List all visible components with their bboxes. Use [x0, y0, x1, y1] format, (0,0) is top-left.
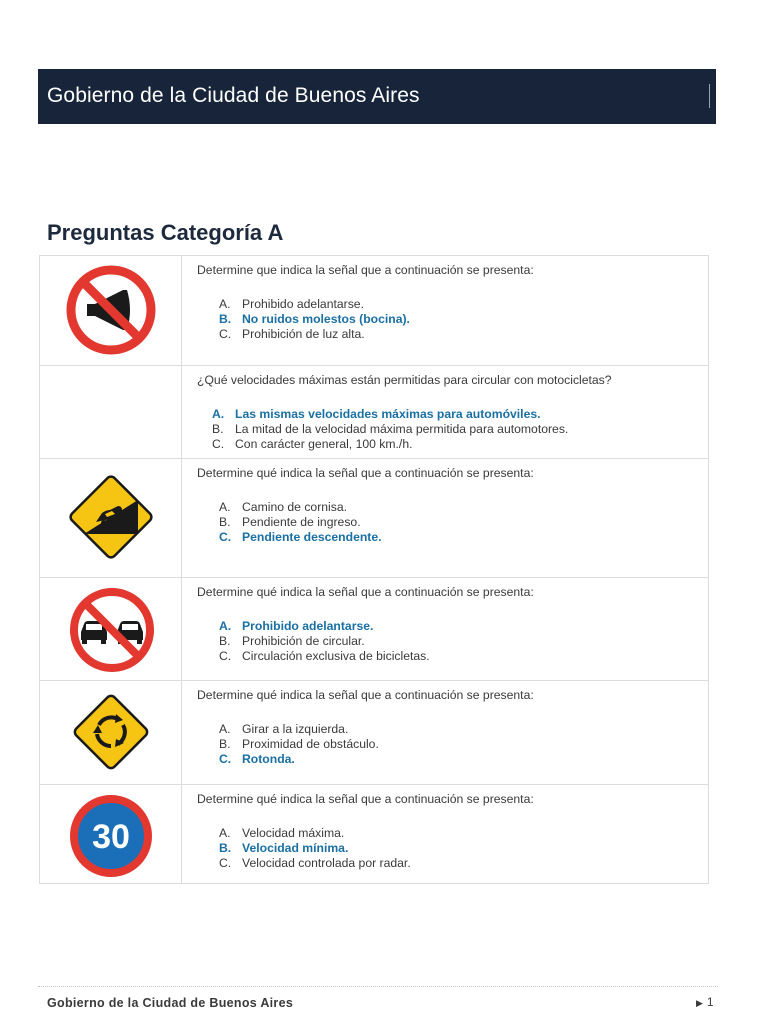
- option-letter: C.: [219, 327, 232, 341]
- no-overtaking-sign-icon: [68, 586, 156, 674]
- option-c: [219, 649, 708, 664]
- question-text: Determine que indica la señal que a continuación se presenta:: [197, 263, 534, 277]
- option-text: Las mismas velocidades máximas para automóviles.: [235, 407, 541, 421]
- question-row: [40, 365, 708, 458]
- options-list: [197, 826, 708, 871]
- option-c: [212, 437, 708, 452]
- option-text: Prohibición de circular.: [242, 634, 365, 648]
- questions-table: [39, 255, 709, 884]
- option-text: Proximidad de obstáculo.: [242, 737, 379, 751]
- question-text: Determine qué indica la señal que a continuación se presenta:: [197, 585, 534, 599]
- option-text: Velocidad controlada por radar.: [242, 856, 411, 870]
- option-letter: B.: [219, 737, 231, 751]
- option-letter: B.: [219, 515, 231, 529]
- option-letter: B.: [219, 634, 231, 648]
- option-letter: A.: [219, 297, 231, 311]
- question-cell: [182, 366, 708, 458]
- option-text: Velocidad mínima.: [242, 841, 349, 855]
- option-b-correct: [219, 841, 708, 856]
- question-cell: [182, 578, 708, 680]
- option-text: Prohibición de luz alta.: [242, 327, 365, 341]
- option-a-correct: [212, 407, 708, 422]
- option-text: Velocidad máxima.: [242, 826, 345, 840]
- question-cell: [182, 681, 708, 784]
- page-arrow-icon: ▶: [696, 998, 703, 1008]
- option-a: [219, 722, 708, 737]
- option-text: La mitad de la velocidad máxima permitida para automotores.: [235, 422, 569, 436]
- question-text: Determine qué indica la señal que a continuación se presenta:: [197, 466, 534, 480]
- option-b: [219, 634, 708, 649]
- roundabout-sign-icon: [66, 687, 156, 777]
- question-cell: [182, 785, 708, 883]
- question-row: [40, 458, 708, 577]
- option-c-correct: [219, 530, 708, 545]
- option-letter: A.: [219, 826, 231, 840]
- question-row: [40, 680, 708, 784]
- option-letter: A.: [212, 407, 225, 421]
- option-a-correct: [219, 619, 708, 634]
- options-list: [197, 500, 708, 545]
- option-b: [212, 422, 708, 437]
- question-cell: [182, 459, 708, 577]
- option-text: Prohibido adelantarse.: [242, 619, 374, 633]
- speed-30-sign-icon: [68, 793, 154, 879]
- speed-sign-number: 30: [92, 818, 130, 856]
- option-text: Girar a la izquierda.: [242, 722, 349, 736]
- page-header: [38, 69, 716, 122]
- option-letter: C.: [219, 856, 232, 870]
- question-row: [40, 577, 708, 680]
- option-letter: C.: [212, 437, 225, 451]
- option-letter: B.: [212, 422, 224, 436]
- steep-descent-sign-icon: [60, 466, 162, 568]
- option-a: [219, 297, 708, 312]
- option-a: [219, 500, 708, 515]
- sign-cell: [40, 366, 182, 458]
- option-text: Prohibido adelantarse.: [242, 297, 364, 311]
- option-letter: A.: [219, 722, 231, 736]
- sign-cell: [40, 578, 182, 680]
- options-list: [197, 407, 708, 452]
- option-text: Pendiente descendente.: [242, 530, 382, 544]
- option-letter: B.: [219, 841, 232, 855]
- option-text: Pendiente de ingreso.: [242, 515, 361, 529]
- header-underline: [38, 122, 716, 124]
- sign-cell: [40, 681, 182, 784]
- options-list: [197, 722, 708, 767]
- question-cell: [182, 256, 708, 365]
- question-text: Determine qué indica la señal que a continuación se presenta:: [197, 688, 534, 702]
- option-letter: C.: [219, 530, 232, 544]
- no-horn-sign-icon: [65, 264, 157, 356]
- option-text: Circulación exclusiva de bicicletas.: [242, 649, 430, 663]
- sign-cell: [40, 459, 182, 577]
- option-letter: B.: [219, 312, 232, 326]
- question-text: Determine qué indica la señal que a continuación se presenta:: [197, 792, 534, 806]
- options-list: [197, 297, 708, 342]
- option-letter: C.: [219, 649, 232, 663]
- option-c-correct: [219, 752, 708, 767]
- option-text: No ruidos molestos (bocina).: [242, 312, 410, 326]
- option-letter: A.: [219, 500, 231, 514]
- option-text: Con carácter general, 100 km./h.: [235, 437, 413, 451]
- options-list: [197, 619, 708, 664]
- footer-divider: [38, 986, 718, 987]
- option-b: [219, 737, 708, 752]
- page-number: [696, 995, 714, 1009]
- sign-cell: [40, 785, 182, 883]
- sign-cell: [40, 256, 182, 365]
- option-letter: C.: [219, 752, 232, 766]
- option-b: [219, 515, 708, 530]
- option-a: [219, 826, 708, 841]
- option-b-correct: [219, 312, 708, 327]
- option-text: Rotonda.: [242, 752, 295, 766]
- section-title: Preguntas Categoría A: [47, 220, 284, 245]
- question-text: ¿Qué velocidades máximas están permitidas para circular con motocicletas?: [197, 373, 612, 387]
- question-row: [40, 256, 708, 365]
- option-c: [219, 856, 708, 871]
- option-c: [219, 327, 708, 342]
- footer-title: Gobierno de la Ciudad de Buenos Aires: [47, 996, 294, 1010]
- header-divider: [709, 84, 710, 108]
- header-title: Gobierno de la Ciudad de Buenos Aires: [47, 84, 420, 107]
- option-text: Camino de cornisa.: [242, 500, 347, 514]
- page-number-value: 1: [706, 995, 714, 1009]
- option-letter: A.: [219, 619, 232, 633]
- question-row: [40, 784, 708, 883]
